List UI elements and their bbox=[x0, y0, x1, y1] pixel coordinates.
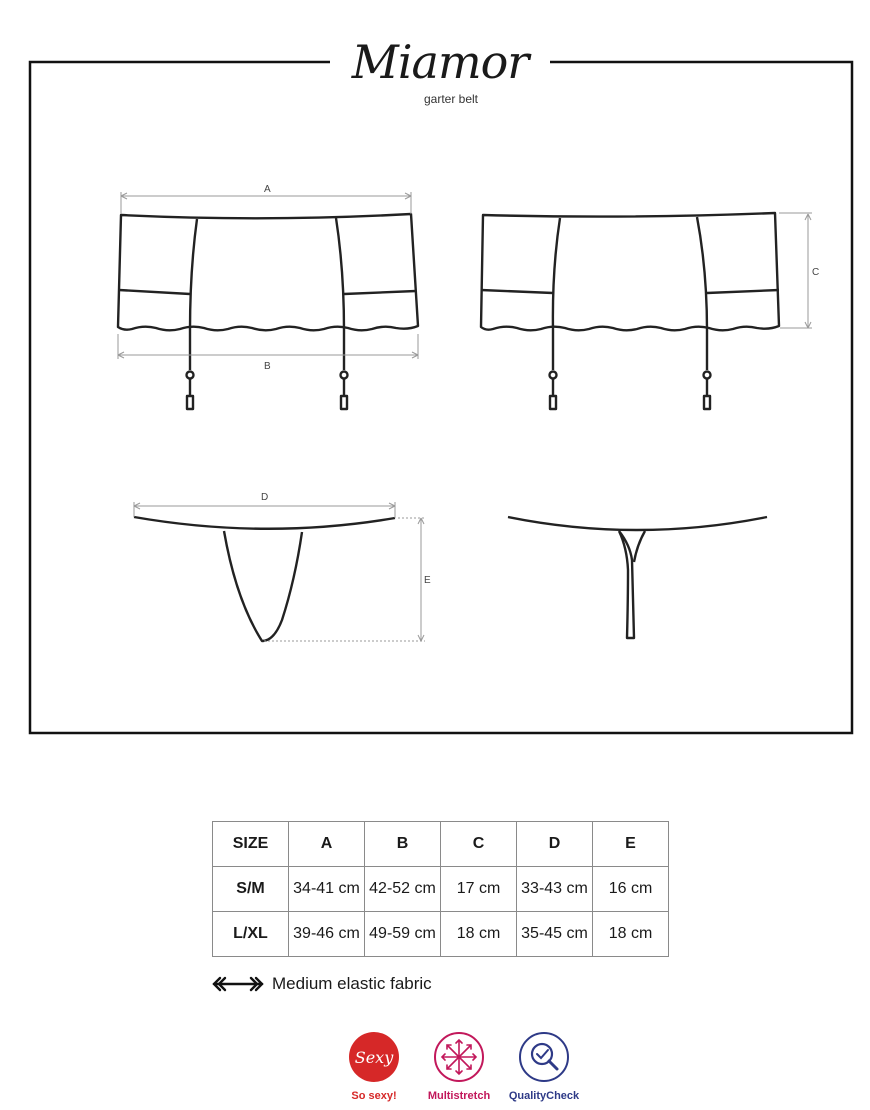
value-cell: 49-59 cm bbox=[365, 912, 441, 957]
value-cell: 18 cm bbox=[593, 912, 669, 957]
value-cell: 17 cm bbox=[441, 867, 517, 912]
header-a: A bbox=[289, 822, 365, 867]
value-cell: 16 cm bbox=[593, 867, 669, 912]
dimension-label-b: B bbox=[264, 361, 271, 372]
fabric-note bbox=[212, 974, 432, 994]
value-cell: 33-43 cm bbox=[517, 867, 593, 912]
header-size: SIZE bbox=[213, 822, 289, 867]
dimension-lines bbox=[118, 192, 812, 641]
badge-label-qualitycheck: QualityCheck bbox=[508, 1090, 580, 1102]
table-row bbox=[213, 912, 669, 957]
product-subtitle: garter belt bbox=[423, 92, 479, 106]
header-e: E bbox=[593, 822, 669, 867]
badge-qualitycheck bbox=[508, 1030, 580, 1102]
dimension-label-d: D bbox=[261, 492, 269, 503]
dimension-label-a: A bbox=[264, 184, 271, 195]
thong-front-view bbox=[134, 517, 395, 641]
header-b: B bbox=[365, 822, 441, 867]
belt-back-view bbox=[481, 213, 779, 409]
table-header-row bbox=[213, 822, 669, 867]
thong-back-view bbox=[508, 517, 767, 638]
value-cell: 35-45 cm bbox=[517, 912, 593, 957]
sexy-badge-text: Sexy bbox=[354, 1048, 394, 1067]
table-row bbox=[213, 867, 669, 912]
sexy-badge-icon bbox=[347, 1030, 401, 1084]
belt-front-view bbox=[118, 214, 418, 409]
drawing-frame bbox=[30, 62, 852, 733]
brand-logo: Miamor bbox=[351, 35, 529, 89]
feature-badges bbox=[338, 1030, 593, 1102]
size-table bbox=[212, 821, 669, 957]
value-cell: 42-52 cm bbox=[365, 867, 441, 912]
qualitycheck-badge-icon bbox=[517, 1030, 571, 1084]
size-cell: L/XL bbox=[213, 912, 289, 957]
value-cell: 39-46 cm bbox=[289, 912, 365, 957]
badge-label-sexy: So sexy! bbox=[351, 1090, 397, 1102]
fabric-label: Medium elastic fabric bbox=[272, 974, 432, 993]
size-cell: S/M bbox=[213, 867, 289, 912]
stretch-arrows-icon bbox=[212, 976, 264, 992]
badge-sexy bbox=[338, 1030, 410, 1102]
dimension-label-e: E bbox=[424, 575, 431, 586]
brand-header bbox=[330, 30, 550, 110]
value-cell: 34-41 cm bbox=[289, 867, 365, 912]
dimension-label-c: C bbox=[812, 267, 820, 278]
header-d: D bbox=[517, 822, 593, 867]
badge-label-multistretch: Multistretch bbox=[427, 1090, 491, 1102]
multistretch-badge-icon bbox=[432, 1030, 486, 1084]
header-c: C bbox=[441, 822, 517, 867]
badge-multistretch bbox=[423, 1030, 495, 1102]
value-cell: 18 cm bbox=[441, 912, 517, 957]
